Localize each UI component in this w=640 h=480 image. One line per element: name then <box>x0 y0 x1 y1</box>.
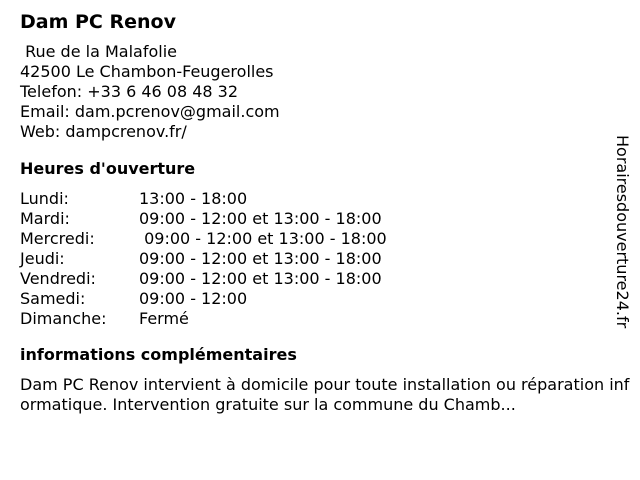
hours-row-tuesday <box>20 209 632 229</box>
hours-row-monday <box>20 189 632 209</box>
address-city: 42500 Le Chambon-Feugerolles <box>20 62 274 81</box>
brand-watermark <box>612 135 632 345</box>
address-street: Rue de la Malafolie <box>20 42 177 61</box>
hours-time-value: Fermé <box>139 309 189 328</box>
contact-block <box>20 42 632 142</box>
hours-row-friday <box>20 269 632 289</box>
web-text: Web: dampcrenov.fr/ <box>20 122 187 141</box>
opening-hours-table <box>20 189 632 329</box>
hours-time-value: 09:00 - 12:00 et 13:00 - 18:00 <box>139 249 382 268</box>
business-card <box>20 10 632 415</box>
hours-time-value: 13:00 - 18:00 <box>139 189 248 208</box>
hours-row-saturday <box>20 289 632 309</box>
hours-time-value: 09:00 - 12:00 et 13:00 - 18:00 <box>139 229 387 248</box>
hours-day-label: Mardi: <box>20 209 70 228</box>
hours-day-label: Dimanche: <box>20 309 107 328</box>
hours-day-label: Mercredi: <box>20 229 95 248</box>
hours-time-value: 09:00 - 12:00 et 13:00 - 18:00 <box>139 269 382 288</box>
business-name: Dam PC Renov <box>20 11 176 33</box>
phone-text: Telefon: +33 6 46 08 48 32 <box>20 82 239 101</box>
hours-day-label: Samedi: <box>20 289 86 308</box>
opening-hours-heading: Heures d'ouverture <box>20 159 196 178</box>
brand-watermark-text: Horairesdouverture24.fr <box>613 135 632 329</box>
hours-row-thursday <box>20 249 632 269</box>
hours-time-value: 09:00 - 12:00 <box>139 289 248 308</box>
additional-info-heading: informations complémentaires <box>20 345 297 364</box>
hours-day-label: Vendredi: <box>20 269 96 288</box>
hours-row-sunday <box>20 309 632 329</box>
email-text: Email: dam.pcrenov@gmail.com <box>20 102 280 121</box>
hours-day-label: Lundi: <box>20 189 69 208</box>
hours-time-value: 09:00 - 12:00 et 13:00 - 18:00 <box>139 209 382 228</box>
additional-info-text: Dam PC Renov intervient à domicile pour toute installation ou réparation informatique. Intervention gratuite sur la commune du Chamb... <box>20 375 630 414</box>
hours-day-label: Jeudi: <box>20 249 65 268</box>
hours-row-wednesday <box>20 229 632 249</box>
